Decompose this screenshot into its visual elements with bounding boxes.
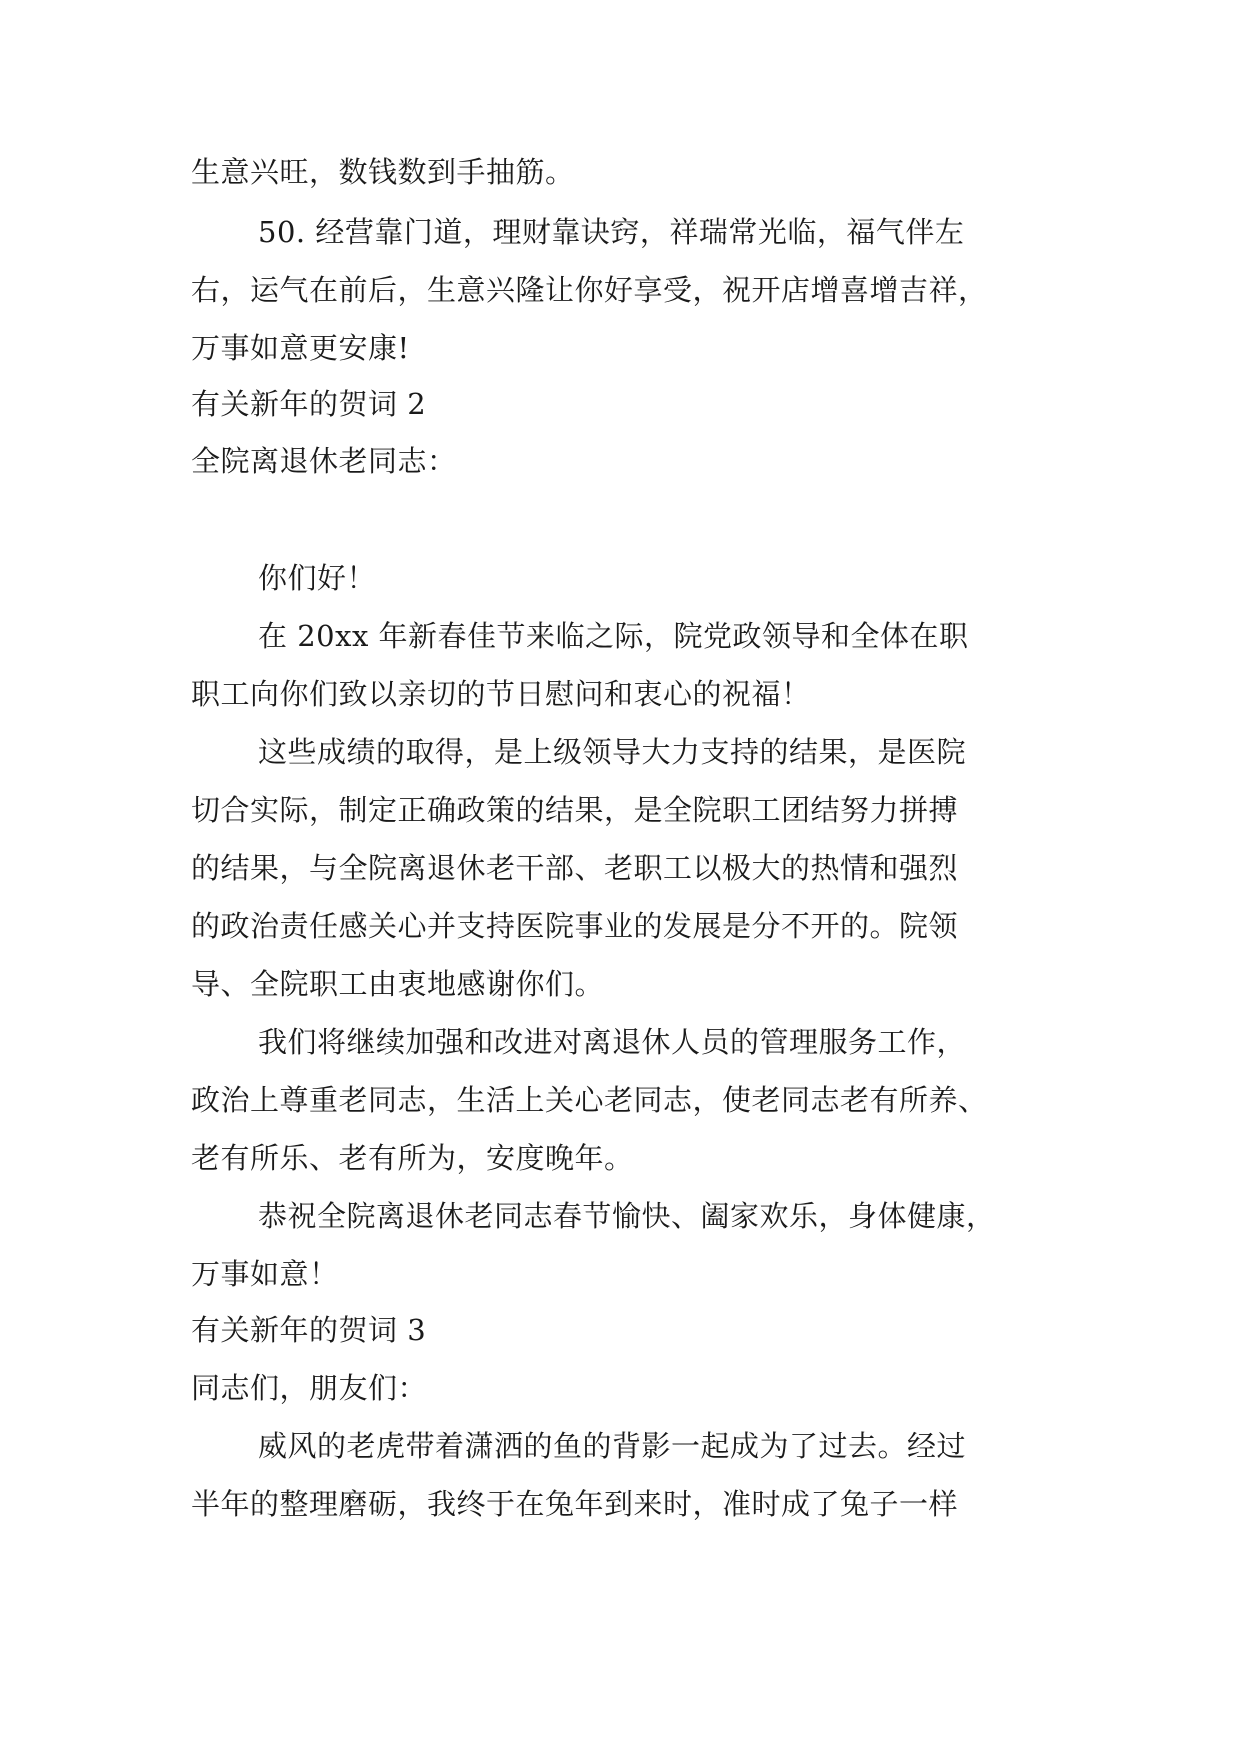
paragraph-line: 万事如意更安康! (191, 331, 410, 365)
paragraph-line: 老有所乐、老有所为，安度晚年。 (191, 1141, 634, 1175)
paragraph-line: 职工向你们致以亲切的节日慰问和衷心的祝福！ (191, 677, 811, 711)
paragraph-line: 恭祝全院离退休老同志春节愉快、阖家欢乐，身体健康， (258, 1199, 996, 1233)
paragraph-line: 在 20xx 年新春佳节来临之际，院党政领导和全体在职 (258, 619, 969, 653)
salutation: 全院离退休老同志： (191, 444, 457, 478)
paragraph-line: 生意兴旺，数钱数到手抽筋。 (191, 155, 575, 189)
paragraph-line: 50. 经营靠门道，理财靠诀窍，祥瑞常光临，福气伴左 (258, 215, 965, 249)
paragraph-line: 半年的整理磨砺，我终于在兔年到来时，准时成了兔子一样 (191, 1487, 959, 1521)
paragraph-line: 万事如意！ (191, 1257, 339, 1291)
paragraph-line: 威风的老虎带着潇洒的鱼的背影一起成为了过去。经过 (258, 1429, 967, 1463)
salutation: 同志们，朋友们： (191, 1371, 428, 1405)
section-heading: 有关新年的贺词 2 (191, 387, 427, 421)
paragraph-line: 的结果，与全院离退休老干部、老职工以极大的热情和强烈 (191, 851, 959, 885)
paragraph-line: 切合实际，制定正确政策的结果，是全院职工团结努力拼搏 (191, 793, 959, 827)
paragraph-line: 的政治责任感关心并支持医院事业的发展是分不开的。院领 (191, 909, 959, 943)
section-heading: 有关新年的贺词 3 (191, 1313, 427, 1347)
paragraph-line: 这些成绩的取得，是上级领导大力支持的结果，是医院 (258, 735, 967, 769)
paragraph-line: 右，运气在前后，生意兴隆让你好享受，祝开店增喜增吉祥， (191, 273, 988, 307)
paragraph-line: 政治上尊重老同志，生活上关心老同志，使老同志老有所养、 (191, 1083, 988, 1117)
paragraph-line: 我们将继续加强和改进对离退休人员的管理服务工作， (258, 1025, 967, 1059)
paragraph-line: 你们好！ (258, 561, 377, 595)
paragraph-line: 导、全院职工由衷地感谢你们。 (191, 967, 605, 1001)
